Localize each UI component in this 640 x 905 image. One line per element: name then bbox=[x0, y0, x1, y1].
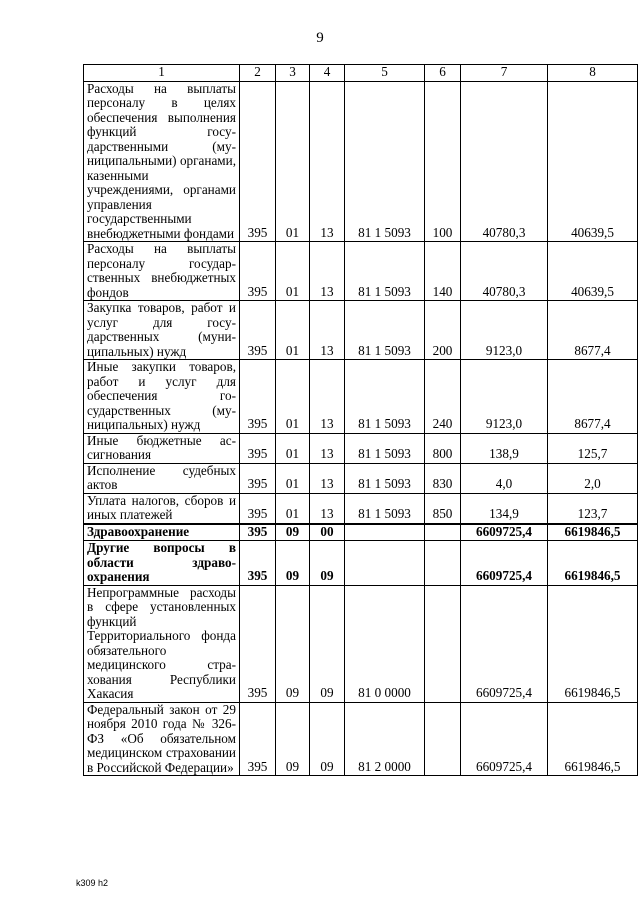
row-name: Иные закупки товаров, работ и услуг для обеспечения государственных (муниципальных) нужд bbox=[84, 360, 240, 434]
row-code-target bbox=[345, 541, 425, 586]
table-row bbox=[84, 360, 638, 434]
row-amount-1: 9123,0 bbox=[461, 301, 548, 360]
row-code-expense-type: 850 bbox=[425, 493, 461, 524]
row-code-section: 01 bbox=[276, 360, 310, 434]
row-code-expense-type: 140 bbox=[425, 242, 461, 301]
row-name: Уплата налогов, сборов и иных платежей bbox=[84, 493, 240, 524]
row-name: Федеральный закон от 29 ноября 2010 года № 326-ФЗ «Об обязательном медицинском страховании в Российской Федерации» bbox=[84, 702, 240, 776]
row-code-expense-type: 240 bbox=[425, 360, 461, 434]
row-code-admin: 395 bbox=[240, 541, 276, 586]
row-code-subsection: 13 bbox=[310, 463, 345, 493]
row-amount-2: 8677,4 bbox=[548, 360, 638, 434]
header-cell: 3 bbox=[276, 65, 310, 82]
row-code-section: 01 bbox=[276, 493, 310, 524]
row-code-admin: 395 bbox=[240, 463, 276, 493]
row-amount-2: 123,7 bbox=[548, 493, 638, 524]
row-code-admin: 395 bbox=[240, 585, 276, 702]
page-number: 9 bbox=[316, 30, 324, 46]
row-code-admin: 395 bbox=[240, 702, 276, 776]
row-code-subsection: 13 bbox=[310, 242, 345, 301]
row-code-subsection: 13 bbox=[310, 301, 345, 360]
table-row bbox=[84, 702, 638, 776]
table-row bbox=[84, 585, 638, 702]
row-amount-2: 6619846,5 bbox=[548, 702, 638, 776]
row-code-subsection: 00 bbox=[310, 524, 345, 541]
row-code-section: 09 bbox=[276, 524, 310, 541]
row-code-expense-type: 800 bbox=[425, 433, 461, 463]
row-code-expense-type bbox=[425, 702, 461, 776]
row-code-subsection: 09 bbox=[310, 702, 345, 776]
table-row bbox=[84, 433, 638, 463]
row-code-subsection: 09 bbox=[310, 585, 345, 702]
row-code-admin: 395 bbox=[240, 360, 276, 434]
row-code-target bbox=[345, 524, 425, 541]
row-code-section: 09 bbox=[276, 702, 310, 776]
row-amount-1: 134,9 bbox=[461, 493, 548, 524]
header-cell: 5 bbox=[345, 65, 425, 82]
row-amount-1: 4,0 bbox=[461, 463, 548, 493]
row-code-admin: 395 bbox=[240, 524, 276, 541]
row-code-expense-type bbox=[425, 524, 461, 541]
row-code-target: 81 1 5093 bbox=[345, 433, 425, 463]
row-code-admin: 395 bbox=[240, 433, 276, 463]
row-code-section: 01 bbox=[276, 463, 310, 493]
document-footer-code: k309 h2 bbox=[76, 878, 109, 888]
row-code-target: 81 1 5093 bbox=[345, 463, 425, 493]
row-code-target: 81 1 5093 bbox=[345, 242, 425, 301]
row-code-expense-type bbox=[425, 585, 461, 702]
row-name: Закупка товаров, работ и услуг для государственных (муниципальных) нужд bbox=[84, 301, 240, 360]
row-code-subsection: 13 bbox=[310, 493, 345, 524]
row-code-subsection: 13 bbox=[310, 433, 345, 463]
row-code-target: 81 1 5093 bbox=[345, 493, 425, 524]
row-code-target: 81 0 0000 bbox=[345, 585, 425, 702]
header-cell: 1 bbox=[84, 65, 240, 82]
row-code-admin: 395 bbox=[240, 493, 276, 524]
table-header-row bbox=[84, 65, 638, 82]
header-cell: 4 bbox=[310, 65, 345, 82]
row-code-admin: 395 bbox=[240, 301, 276, 360]
table-row bbox=[84, 493, 638, 524]
row-code-section: 09 bbox=[276, 541, 310, 586]
row-code-subsection: 13 bbox=[310, 81, 345, 242]
row-name: Иные бюджетные ассигнования bbox=[84, 433, 240, 463]
table-row bbox=[84, 81, 638, 242]
table-row bbox=[84, 301, 638, 360]
header-cell: 2 bbox=[240, 65, 276, 82]
row-code-admin: 395 bbox=[240, 81, 276, 242]
row-amount-1: 9123,0 bbox=[461, 360, 548, 434]
row-amount-1: 6609725,4 bbox=[461, 524, 548, 541]
row-name: Расходы на выплаты персоналу в целях обеспечения выполнения функций государственными (муниципальными) органами, казенными учреждениями, органами управления государственными внебюджетными фондами bbox=[84, 81, 240, 242]
row-amount-2: 40639,5 bbox=[548, 242, 638, 301]
row-amount-2: 6619846,5 bbox=[548, 541, 638, 586]
row-code-subsection: 13 bbox=[310, 360, 345, 434]
header-cell: 8 bbox=[548, 65, 638, 82]
row-code-target: 81 2 0000 bbox=[345, 702, 425, 776]
row-code-expense-type: 100 bbox=[425, 81, 461, 242]
budget-table bbox=[83, 64, 638, 776]
table-row-subsection-total bbox=[84, 541, 638, 586]
row-name: Непрограммные расходы в сфере установленных функций Территориального фонда обязательного медицинского страхования Республики Хакасия bbox=[84, 585, 240, 702]
table-row bbox=[84, 463, 638, 493]
row-code-section: 01 bbox=[276, 242, 310, 301]
row-amount-1: 138,9 bbox=[461, 433, 548, 463]
row-code-target: 81 1 5093 bbox=[345, 301, 425, 360]
row-amount-2: 125,7 bbox=[548, 433, 638, 463]
header-cell: 7 bbox=[461, 65, 548, 82]
row-amount-1: 6609725,4 bbox=[461, 702, 548, 776]
row-code-expense-type bbox=[425, 541, 461, 586]
row-code-target: 81 1 5093 bbox=[345, 81, 425, 242]
table-row bbox=[84, 242, 638, 301]
row-amount-1: 6609725,4 bbox=[461, 585, 548, 702]
row-code-expense-type: 200 bbox=[425, 301, 461, 360]
row-amount-2: 2,0 bbox=[548, 463, 638, 493]
row-code-section: 01 bbox=[276, 433, 310, 463]
row-amount-1: 40780,3 bbox=[461, 81, 548, 242]
row-code-admin: 395 bbox=[240, 242, 276, 301]
row-code-section: 09 bbox=[276, 585, 310, 702]
row-code-subsection: 09 bbox=[310, 541, 345, 586]
row-amount-2: 40639,5 bbox=[548, 81, 638, 242]
row-name: Здравоохранение bbox=[84, 524, 240, 541]
row-name: Другие вопросы в области здравоохранения bbox=[84, 541, 240, 586]
row-code-section: 01 bbox=[276, 81, 310, 242]
row-code-expense-type: 830 bbox=[425, 463, 461, 493]
row-amount-2: 6619846,5 bbox=[548, 524, 638, 541]
header-cell: 6 bbox=[425, 65, 461, 82]
row-amount-2: 6619846,5 bbox=[548, 585, 638, 702]
row-code-target: 81 1 5093 bbox=[345, 360, 425, 434]
row-name: Расходы на выплаты персоналу государственных внебюджетных фондов bbox=[84, 242, 240, 301]
table-row-section-total bbox=[84, 524, 638, 541]
row-amount-1: 6609725,4 bbox=[461, 541, 548, 586]
row-code-section: 01 bbox=[276, 301, 310, 360]
row-name: Исполнение судебных актов bbox=[84, 463, 240, 493]
row-amount-1: 40780,3 bbox=[461, 242, 548, 301]
row-amount-2: 8677,4 bbox=[548, 301, 638, 360]
